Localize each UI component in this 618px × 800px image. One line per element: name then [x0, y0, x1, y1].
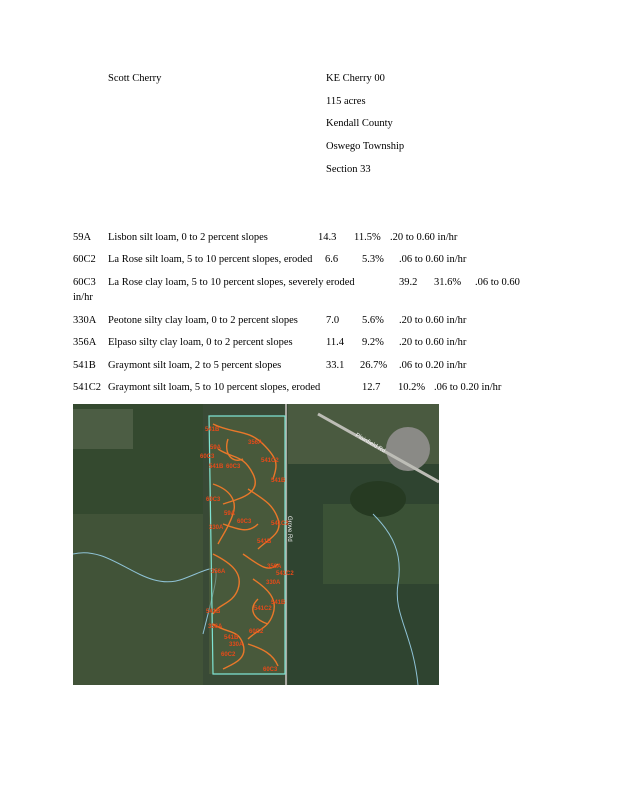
soil-permeability: .20 to 0.60 in/hr [399, 337, 467, 348]
soil-acres: 11.4 [326, 337, 344, 348]
soil-row [73, 254, 543, 268]
soil-permeability-wrap: in/hr [73, 292, 93, 303]
soil-map-label: 541B [224, 635, 239, 641]
township: Oswego Township [326, 141, 405, 152]
soil-percent: 5.3% [362, 254, 384, 265]
soil-row [73, 337, 543, 351]
soil-map-label: 60C3 [206, 497, 221, 503]
soil-description: La Rose silt loam, 5 to 10 percent slopes, eroded [108, 254, 313, 265]
soil-map-label: 330A [266, 580, 281, 586]
soil-map-label: 60C3 [237, 519, 252, 525]
soil-map-label: 541B [206, 609, 221, 615]
soil-description: Graymont silt loam, 2 to 5 percent slopes [108, 360, 282, 371]
soil-permeability: .06 to 0.20 in/hr [434, 382, 502, 393]
soil-map-label: 541B [271, 600, 286, 606]
soil-map-label: 356A [248, 440, 263, 446]
farm-acres: 115 acres [326, 96, 366, 107]
soil-symbol: 541B [73, 360, 96, 371]
soil-percent: 5.6% [362, 315, 384, 326]
soil-map-label: 541C2 [276, 571, 294, 577]
farm-name: KE Cherry 00 [326, 73, 385, 84]
soil-map-label: 330A [209, 525, 224, 531]
soil-percent: 26.7% [360, 360, 388, 371]
soil-percent: 10.2% [398, 382, 426, 393]
soil-permeability: .20 to 0.60 in/hr [390, 232, 458, 243]
soil-map-label: 60C2 [221, 652, 236, 658]
soil-permeability: .20 to 0.60 in/hr [399, 315, 467, 326]
soil-map-label: 541B [257, 539, 272, 545]
soil-row [73, 277, 543, 303]
road-label: Plainfield Rd [354, 432, 387, 455]
soil-map-label: 59A [210, 445, 222, 451]
soil-symbol: 541C2 [73, 382, 102, 393]
soil-acres: 12.7 [362, 382, 381, 393]
soil-row [73, 315, 543, 329]
soil-map-label: 60C3 [226, 464, 241, 470]
soil-map-label: 541B [271, 478, 286, 484]
soil-description: Lisbon silt loam, 0 to 2 percent slopes [108, 232, 268, 243]
soil-permeability: .06 to 0.60 [475, 277, 520, 288]
soil-row [73, 360, 543, 374]
soil-percent: 11.5% [354, 232, 381, 243]
soil-description: La Rose clay loam, 5 to 10 percent slopes, severely eroded [108, 277, 355, 288]
soil-map-svg [73, 404, 439, 685]
soil-row [73, 232, 543, 246]
side-road-label: Grove Rd [286, 516, 292, 542]
soil-acres: 39.2 [399, 277, 418, 288]
soil-map-label: 59A [224, 511, 236, 517]
soil-symbol: 356A [73, 337, 97, 348]
soil-map-label: 60C3 [200, 454, 215, 460]
soil-map-label: 356A [267, 564, 282, 570]
soil-percent: 9.2% [362, 337, 384, 348]
soil-permeability: .06 to 0.20 in/hr [399, 360, 467, 371]
soil-permeability: .06 to 0.60 in/hr [399, 254, 467, 265]
soil-symbol: 60C2 [73, 254, 96, 265]
soil-acres: 7.0 [326, 315, 340, 326]
owner-name: Scott Cherry [108, 73, 162, 84]
soil-map-label: 60C3 [263, 667, 278, 673]
soil-map-image [73, 404, 439, 685]
soil-map-label: 541B [209, 464, 224, 470]
soil-map-label: 60C2 [249, 629, 264, 635]
soil-map-label: 541C2 [254, 606, 272, 612]
soil-acres: 14.3 [318, 232, 337, 243]
soil-acres: 33.1 [326, 360, 345, 371]
soil-symbol: 59A [73, 232, 92, 243]
soil-percent: 31.6% [434, 277, 462, 288]
soil-description: Elpaso silty clay loam, 0 to 2 percent slopes [108, 337, 293, 348]
soil-symbol: 60C3 [73, 277, 96, 288]
soil-description: Graymont silt loam, 5 to 10 percent slopes, eroded [108, 382, 321, 393]
soil-description: Peotone silty clay loam, 0 to 2 percent slopes [108, 315, 298, 326]
soil-row [73, 382, 543, 396]
soil-map-label: 541C2 [271, 521, 289, 527]
soil-map-label: 330A [229, 642, 244, 648]
soil-map-label: 541C2 [261, 458, 279, 464]
county: Kendall County [326, 118, 393, 129]
soil-symbol: 330A [73, 315, 97, 326]
soil-map-label: 356A [211, 569, 226, 575]
section: Section 33 [326, 164, 371, 175]
soil-map-label: 541B [205, 427, 220, 433]
soil-map-label: 356A [208, 624, 223, 630]
soil-acres: 6.6 [325, 254, 339, 265]
